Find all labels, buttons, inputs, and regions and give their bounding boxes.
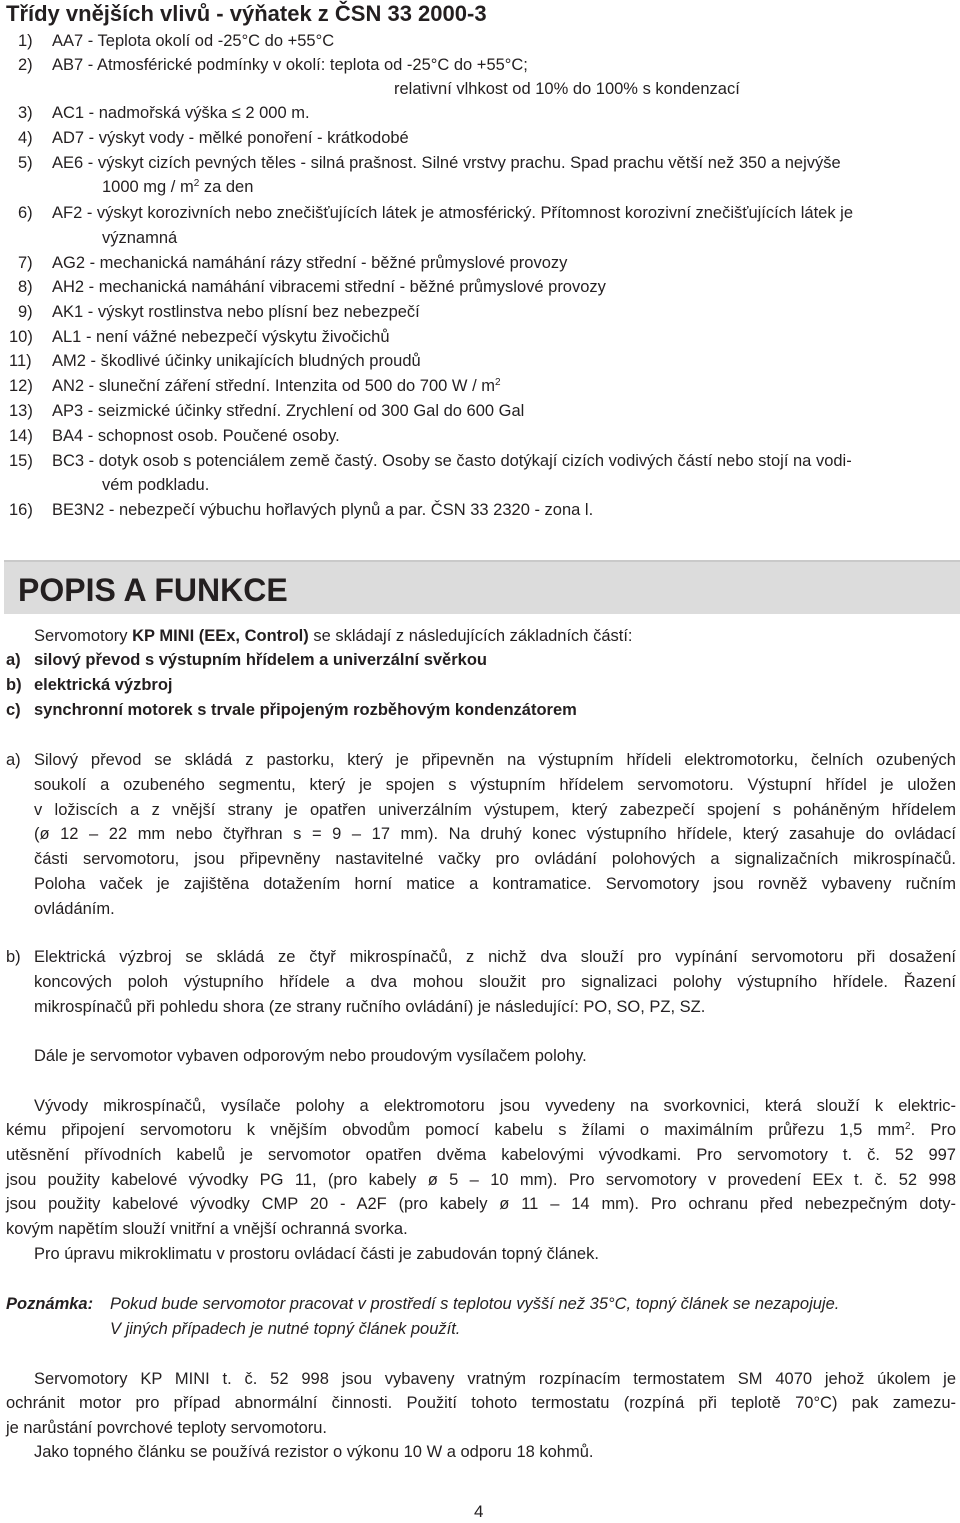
list-item-number: 5) — [18, 154, 33, 172]
list-item-number: 13) — [9, 402, 33, 420]
list-item-text: AB7 - Atmosférické podmínky v okolí: teplota od -25°C do +55°C; — [52, 56, 528, 74]
list-item-text: AC1 - nadmořská výška ≤ 2 000 m. — [52, 104, 310, 122]
paragraph-line: utěsnění přívodních kabelů je servomotor opatřen dvěma kabelovými vývodkami. Pro servomotory t. č. 52 997 — [6, 1146, 956, 1164]
paragraph-line: části servomotoru, jsou připevněny nastavitelné vačky pro ovládání polohových a signalizačních mikrospínačů. — [34, 850, 956, 868]
list-item-number: 11) — [9, 352, 32, 370]
list-item-number: 6) — [18, 204, 33, 222]
list-item-text: AK1 - výskyt rostlinstva nebo plísní bez nebezpečí — [52, 303, 420, 321]
list-item-continuation: vém podkladu. — [102, 476, 210, 494]
list-item-text: BA4 - schopnost osob. Poučené osoby. — [52, 427, 340, 445]
paragraph-line: v ložiscích a z vnější strany je opatřen univerzálním výstupem, který zabezpečí spojení s poháněným hřídelem — [34, 801, 956, 819]
paragraph-letter: b) — [6, 948, 21, 966]
section-title: POPIS A FUNKCE — [18, 572, 288, 608]
list-item-number: 8) — [18, 278, 33, 296]
list-item-text: AL1 - není vážné nebezpečí výskytu živočichů — [52, 328, 390, 346]
list-item-number: 14) — [9, 427, 33, 445]
list-item-number: 15) — [9, 452, 33, 470]
list-item-text: AF2 - výskyt korozivních nebo znečišťujících látek je atmosférický. Přítomnost korozivní znečišťujících látek je — [52, 204, 854, 222]
paragraph-line: koncových poloh výstupního hřídele a dva mohou sloužit pro signalizaci polohy výstupního hřídele. Řazení — [34, 973, 956, 991]
part-text: silový převod s výstupním hřídelem a univerzální svěrkou — [34, 651, 487, 669]
list-item-number: 2) — [18, 56, 33, 74]
list-item-text: AM2 - škodlivé účinky unikajících bludných proudů — [52, 352, 421, 370]
list-item-number: 10) — [9, 328, 33, 346]
paragraph-line: Vývody mikrospínačů, vysílače polohy a elektromotoru jsou vyvedeny na svorkovnici, která slouží k elektric- — [34, 1097, 956, 1115]
list-item-text: AA7 - Teplota okolí od -25°C do +55°C — [52, 32, 335, 50]
paragraph-line: kému připojení servomotoru k vnějším obvodům pomocí kabelu s žílami o maximálním průřezu 1,5 $mm^2$. Pro — [6, 1121, 956, 1139]
list-item-text: BC3 - dotyk osob s potenciálem země častý. Osoby se často dotýkají cizích vodivých částí nebo stojí na vodi- — [52, 452, 852, 470]
list-item-number: 4) — [18, 129, 33, 147]
list-item-text: AP3 - seizmické účinky střední. Zrychlení od 300 Gal do 600 Gal — [52, 402, 525, 420]
part-letter: c) — [6, 701, 21, 719]
paragraph-line: je narůstání povrchové teploty servomotoru. — [6, 1419, 328, 1437]
paragraph-line: Poloha vaček je zajištěna dotažením horní matice a kontramatice. Servomotory jsou rovněž vybaveny ručním — [34, 875, 956, 893]
paragraph-line: ochránit motor pro případ abnormální činnosti. Použití tohoto termostatu (rozpíná při teplotě 70°C) pak zamezu- — [6, 1394, 956, 1412]
list-item-number: 3) — [18, 104, 33, 122]
list-item-continuation: 1000 mg / $m^2$ za den — [102, 178, 254, 196]
list-item-continuation: relativní vlhkost od 10% do 100% s kondenzací — [394, 80, 740, 98]
list-item-text: AH2 - mechanická namáhání vibracemi střední - běžné průmyslové provozy — [52, 278, 606, 296]
note-line: V jiných případech je nutné topný článek použít. — [110, 1320, 461, 1338]
intro-paragraph: Servomotory KP MINI (EEx, Control) se skládají z následujících základních částí: — [34, 627, 633, 645]
paragraph: Pro úpravu mikroklimatu v prostoru ovládací části je zabudován topný článek. — [34, 1245, 599, 1263]
paragraph-line: soukolí a ozubeného segmentu, který je spojen s výstupním hřídelem servomotoru. Výstupní hřídel je uložen — [34, 776, 956, 794]
paragraph-line: (ø 12 – 22 mm nebo čtyřhran s = 9 – 17 mm). Na druhý konec výstupního hřídele, který zasahuje do ovládací — [34, 825, 956, 843]
paragraph-letter: a) — [6, 751, 21, 769]
note-line: Pokud bude servomotor pracovat v prostředí s teplotou vyšší než 35°C, topný článek se nezapojuje. — [110, 1295, 840, 1313]
part-letter: b) — [6, 676, 22, 694]
list-item-text: AG2 - mechanická namáhání rázy střední - běžné průmyslové provozy — [52, 254, 568, 272]
list-item-number: 1) — [18, 32, 33, 50]
list-item-number: 16) — [9, 501, 33, 519]
list-item-continuation: významná — [102, 229, 178, 247]
paragraph-line: jsou použity kabelové vývodky CMP 20 - A2F (pro kabely ø 11 – 14 mm). Pro ochranu před nebezpečným doty- — [6, 1195, 956, 1213]
paragraph-line: Servomotory KP MINI t. č. 52 998 jsou vybaveny vratným rozpínacím termostatem SM 4070 jehož úkolem je — [34, 1370, 956, 1388]
list-item-number: 12) — [9, 377, 33, 395]
part-letter: a) — [6, 651, 21, 669]
paragraph-line: kovým napětím slouží vnitřní a vnější ochranná svorka. — [6, 1220, 408, 1238]
part-text: elektrická výzbroj — [34, 676, 173, 694]
list-item-text: AN2 - sluneční záření střední. Intenzita od 500 do 700 W / $m^2$ — [52, 377, 501, 395]
section-banner — [4, 560, 960, 614]
list-item-text: AE6 - výskyt cizích pevných těles - silná prašnost. Silné vrstvy prachu. Spad prachu větší než 350 a nejvýše — [52, 154, 841, 172]
page-number: 4 — [474, 1502, 484, 1521]
paragraph: Dále je servomotor vybaven odporovým nebo proudovým vysílačem polohy. — [34, 1047, 587, 1065]
paragraph-line: ovládáním. — [34, 900, 115, 918]
list-item-text: AD7 - výskyt vody - mělké ponoření - krátkodobé — [52, 129, 409, 147]
note-label: Poznámka: — [6, 1295, 94, 1313]
page-title: Třídy vnějších vlivů - výňatek z ČSN 33 2000-3 — [6, 1, 487, 26]
paragraph-line: jsou použity kabelové vývodky PG 11, (pro kabely ø 5 – 10 mm). Pro servomotory v provedení EEx t. č. 52 998 — [6, 1171, 956, 1189]
paragraph-line: Silový převod se skládá z pastorku, který je připevněn na výstupním hřídeli elektromotorku, čelních ozubených — [34, 751, 956, 769]
list-item-text: BE3N2 - nebezpečí výbuchu hořlavých plynů a par. ČSN 33 2320 - zona l. — [52, 501, 594, 519]
list-item-number: 7) — [18, 254, 33, 272]
list-item-number: 9) — [18, 303, 33, 321]
paragraph-line: Elektrická výzbroj se skládá ze čtyř mikrospínačů, z nichž dva slouží pro vypínání servomotoru při dosažení — [34, 948, 956, 966]
paragraph-line: mikrospínačů při pohledu shora (ze strany ručního ovládání) je následující: PO, SO, PZ, SZ. — [34, 998, 706, 1016]
part-text: synchronní motorek s trvale připojeným rozběhovým kondenzátorem — [34, 701, 577, 719]
paragraph: Jako topného článku se používá rezistor o výkonu 10 W a odporu 18 kohmů. — [34, 1443, 594, 1461]
